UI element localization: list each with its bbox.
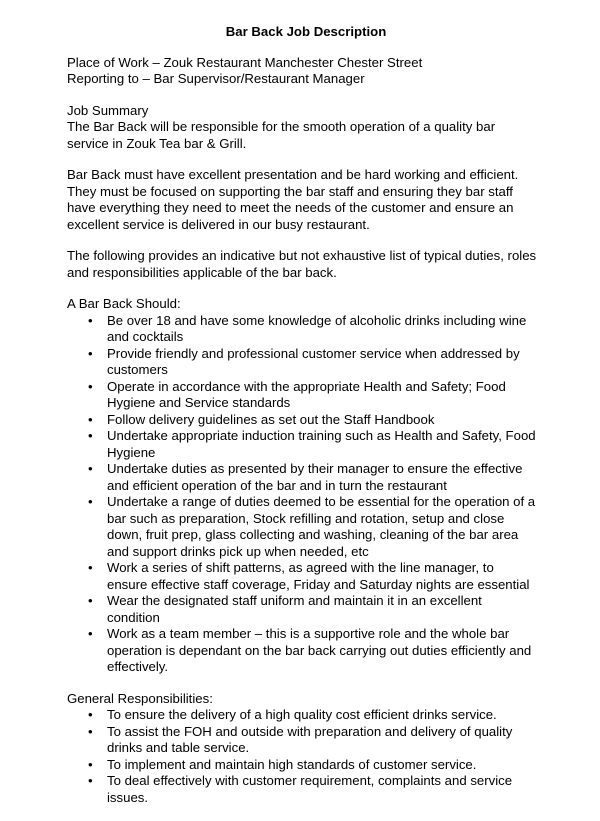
- presentation-paragraph: Bar Back must have excellent presentation and be hard working and efficient. They must be focused on supporting the bar staff and ensuring they bar staff have everything they need to meet the needs of the customer and ensure an excellent service is delivered in our busy restaurant.: [67, 167, 519, 232]
- list-item: • Work a series of shift patterns, as agreed with the line manager, to ensure effective staff coverage, Friday and Saturday nights are essential: [88, 560, 530, 592]
- list-item: • Follow delivery guidelines as set out the Staff Handbook: [88, 411, 435, 427]
- reporting-to: Reporting to – Bar Supervisor/Restaurant Manager: [67, 71, 365, 86]
- job-summary-section: [67, 103, 537, 153]
- bullet-icon: •: [88, 428, 93, 443]
- job-summary-heading: Job Summary: [67, 102, 149, 118]
- list-item: • To assist the FOH and outside with preparation and delivery of quality drinks and table service.: [88, 723, 513, 755]
- bullet-icon: •: [88, 723, 93, 739]
- general-heading: General Responsibilities:: [67, 690, 213, 706]
- place-of-work: Place of Work – Zouk Restaurant Manchester Chester Street: [67, 54, 423, 70]
- bullet-icon: •: [88, 756, 93, 772]
- bullet-icon: •: [88, 593, 93, 608]
- bullet-icon: •: [88, 461, 93, 476]
- list-item: • Wear the designated staff uniform and maintain it in an excellent condition: [88, 593, 482, 625]
- bullet-icon: •: [88, 773, 93, 788]
- bullet-icon: •: [88, 494, 93, 509]
- list-item: • Undertake duties as presented by their manager to ensure the effective and efficient operation of the bar and in turn the restaurant: [88, 461, 523, 493]
- document-page: [67, 24, 537, 821]
- header-info: [67, 55, 537, 88]
- duties-intro-paragraph: The following provides an indicative but not exhaustive list of typical duties, roles and responsibilities applicable of the bar back.: [67, 248, 537, 280]
- should-heading: A Bar Back Should:: [67, 296, 181, 311]
- general-list: [67, 707, 537, 806]
- bullet-icon: •: [88, 560, 93, 575]
- list-item: • To deal effectively with customer requirement, complaints and service issues.: [88, 773, 513, 805]
- list-item: • Provide friendly and professional customer service when addressed by customers: [88, 345, 520, 377]
- list-item: • Be over 18 and have some knowledge of alcoholic drinks including wine and cocktails: [88, 312, 527, 344]
- list-item: • To implement and maintain high standards of customer service.: [88, 756, 477, 772]
- bullet-icon: •: [88, 707, 93, 722]
- should-list: [67, 313, 537, 676]
- list-item: • Undertake appropriate induction training such as Health and Safety, Food Hygiene: [88, 428, 536, 460]
- list-item: • To ensure the delivery of a high quality cost efficient drinks service.: [88, 707, 497, 722]
- list-item: • Work as a team member – this is a supportive role and the whole bar operation is dependant on the bar back carrying out duties efficiently and effectively.: [88, 626, 532, 674]
- document-title: Bar Back Job Description: [225, 24, 387, 39]
- list-item: • Undertake a range of duties deemed to be essential for the operation of a bar such as preparation, Stock refilling and rotation, setup and close down, fruit prep, glass collecting and washing, cleaning of the bar area and support drinks pick up when needed, etc: [88, 494, 536, 559]
- list-item: • Operate in accordance with the appropriate Health and Safety; Food Hygiene and Service standards: [88, 378, 506, 410]
- bullet-icon: •: [88, 312, 93, 328]
- job-summary-text: The Bar Back will be responsible for the smooth operation of a quality bar service in Zouk Tea bar & Grill.: [67, 119, 496, 151]
- bullet-icon: •: [88, 345, 93, 361]
- bullet-icon: •: [88, 378, 93, 394]
- bullet-icon: •: [88, 411, 93, 427]
- bullet-icon: •: [88, 626, 93, 641]
